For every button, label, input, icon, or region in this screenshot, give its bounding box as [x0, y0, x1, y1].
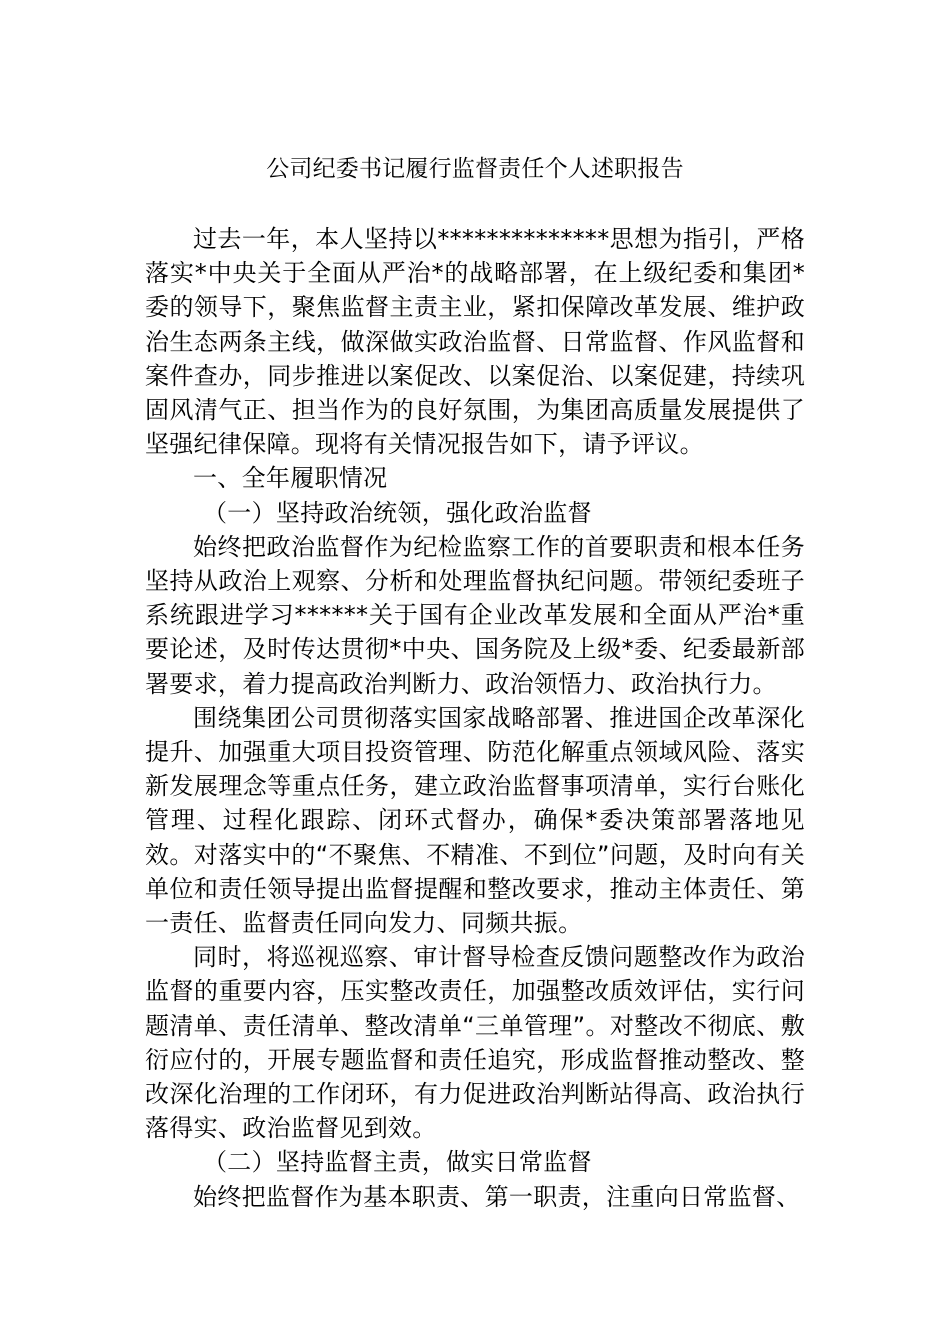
intro-paragraph: 过去一年，本人坚持以**************思想为指引，严格落实*中央关于全面从严治*的战略部署，在上级纪委和集团*委的领导下，聚焦监督主责主业，紧扣保障改革发展、维护政治生态两条主线，做深做实政治监督、日常监督、作风监督和案件查办，同步推进以案促改、以案促治、以案促建，持续巩固风清气正、担当作为的良好氛围，为集团高质量发展提供了坚强纪律保障。现将有关情况报告如下，请予评议。 — [145, 225, 805, 459]
body-paragraph: 围绕集团公司贯彻落实国家战略部署、推进国企改革深化提升、加强重大项目投资管理、防范化解重点领域风险、落实新发展理念等重点任务，建立政治监督事项清单，实行台账化管理、过程化跟踪、闭环式督办，确保*委决策部署落地见效。对落实中的“不聚焦、不精准、不到位”问题，及时向有关单位和责任领导提出监督提醒和整改要求，推动主体责任、第一责任、监督责任同向发力、同频共振。 — [145, 703, 805, 938]
body-paragraph: 始终把政治监督作为纪检监察工作的首要职责和根本任务坚持从政治上观察、分析和处理监督执纪问题。带领纪委班子系统跟进学习******关于国有企业改革发展和全面从严治*重要论述，及时传达贯彻*中央、国务院及上级*委、纪委最新部署要求，着力提高政治判断力、政治领悟力、政治执行力。 — [145, 532, 805, 698]
document-body — [145, 222, 805, 1214]
section-heading-1: 一、全年履职情况 — [193, 464, 388, 493]
subsection-heading-2: （二）坚持监督主责，做实日常监督 — [203, 1148, 592, 1177]
document-title: 公司纪委书记履行监督责任个人述职报告 — [266, 156, 684, 182]
subsection-heading-1: （一）坚持政治统领，强化政治监督 — [203, 498, 592, 527]
body-paragraph: 同时，将巡视巡察、审计督导检查反馈问题整改作为政治监督的重要内容，压实整改责任，加强整改质效评估，实行问题清单、责任清单、整改清单“三单管理”。对整改不彻底、敷衍应付的，开展专题监督和责任追究，形成监督推动整改、整改深化治理的工作闭环，有力促进政治判断站得高、政治执行落得实、政治监督见到效。 — [145, 943, 805, 1143]
body-paragraph: 始终把监督作为基本职责、第一职责，注重向日常监督、 — [193, 1182, 801, 1211]
